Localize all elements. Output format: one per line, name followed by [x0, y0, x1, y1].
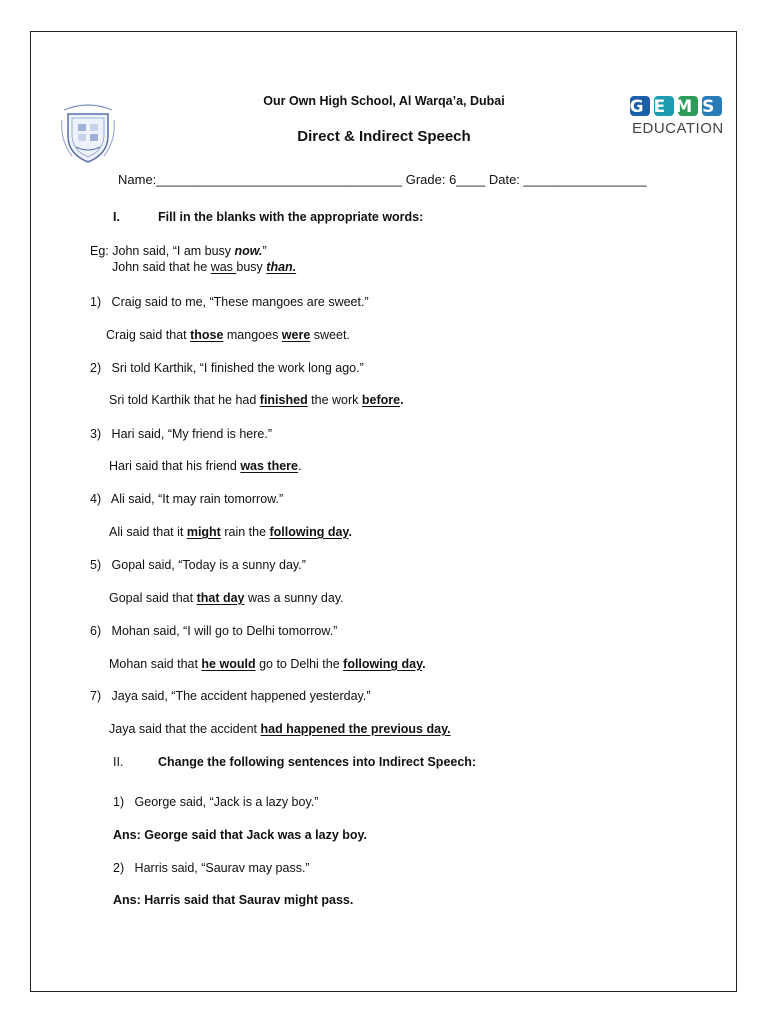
example-direct-emphasis: now.	[234, 244, 263, 258]
question-7	[90, 688, 371, 704]
name-grade-date-line: Name:__________________________________ Grade: 6____ Date: _________________	[118, 172, 647, 187]
question-number: 3)	[90, 427, 102, 441]
question-direct: Hari said, “My friend is here.”	[111, 427, 273, 441]
section-2-question-2	[113, 860, 310, 876]
answer-blank: that day	[196, 591, 245, 605]
answer-text: go to Delhi the	[255, 657, 344, 671]
answer-text: Sri told Karthik that he had	[109, 393, 260, 407]
example-direct-text: John said, “I am busy	[112, 244, 235, 258]
example-answer-1: was	[210, 260, 237, 274]
answer-text: Jaya said that the accident	[109, 722, 261, 736]
question-1	[90, 294, 369, 310]
answer-blank: might	[186, 525, 221, 539]
question-2	[90, 360, 364, 376]
section-1-heading: Fill in the blanks with the appropriate words:	[158, 210, 424, 224]
answer-text: Hari said that his friend	[109, 459, 241, 473]
answer-blank: were	[281, 328, 311, 342]
answer-blank: was there	[240, 459, 298, 473]
question-number: 1)	[90, 295, 102, 309]
example-indirect-mid: busy	[236, 260, 267, 274]
question-direct: Jaya said, “The accident happened yesterday.”	[111, 689, 371, 703]
answer-6	[109, 656, 426, 672]
question-number: 7)	[90, 689, 102, 703]
question-direct: Gopal said, “Today is a sunny day.”	[111, 558, 306, 572]
answer-1	[106, 327, 350, 343]
answer-5	[109, 590, 344, 606]
gems-wordmark-text: GEMS	[630, 97, 724, 117]
question-5	[90, 557, 306, 573]
question-number: 2)	[90, 361, 102, 375]
answer-text: .	[348, 525, 352, 539]
question-number: 5)	[90, 558, 102, 572]
answer-blank: following day	[343, 657, 423, 671]
answer-4	[109, 524, 352, 540]
school-name: Our Own High School, Al Warqa’a, Dubai	[263, 94, 505, 108]
answer-text: .	[422, 657, 426, 671]
question-number: 6)	[90, 624, 102, 638]
question-4	[90, 491, 283, 507]
question-number: 4)	[90, 492, 102, 506]
question-number: 1)	[113, 795, 125, 809]
question-direct: George said, “Jack is a lazy boy.”	[134, 795, 319, 809]
answer-7	[109, 721, 451, 737]
question-direct: Sri told Karthik, “I finished the work long ago.”	[111, 361, 364, 375]
answer-text: .	[297, 459, 302, 473]
example-direct-close: ”	[262, 244, 267, 258]
example-indirect	[112, 259, 296, 275]
answer-text: Craig said that	[106, 328, 191, 342]
answer-text: .	[400, 393, 404, 407]
question-direct: Harris said, “Saurav may pass.”	[134, 861, 310, 875]
answer-blank: had happened the previous day.	[260, 722, 451, 736]
question-3	[90, 426, 272, 442]
section-2-question-1	[113, 794, 318, 810]
section-2-answer-1: Ans: George said that Jack was a lazy boy.	[113, 828, 368, 842]
question-direct: Ali said, “It may rain tomorrow.”	[110, 492, 284, 506]
example-label: Eg:	[90, 244, 109, 258]
answer-2	[109, 392, 404, 408]
answer-blank: those	[190, 328, 224, 342]
gems-subtitle: EDUCATION	[632, 120, 724, 137]
answer-text: mangoes	[223, 328, 282, 342]
answer-text: Gopal said that	[109, 591, 197, 605]
answer-blank: finished	[259, 393, 308, 407]
document-title: Direct & Indirect Speech	[297, 128, 471, 145]
answer-text: Ali said that it	[109, 525, 187, 539]
question-direct: Craig said to me, “These mangoes are sweet.”	[111, 295, 369, 309]
section-2-heading: Change the following sentences into Indirect Speech:	[158, 755, 477, 769]
answer-blank: he would	[201, 657, 256, 671]
answer-text: was a sunny day.	[244, 591, 344, 605]
answer-text: sweet.	[310, 328, 350, 342]
answer-text: rain the	[220, 525, 270, 539]
section-2-answer-2: Ans: Harris said that Saurav might pass.	[113, 893, 354, 907]
answer-blank: before	[361, 393, 401, 407]
answer-text: the work	[307, 393, 362, 407]
question-number: 2)	[113, 861, 125, 875]
section-1-numeral: I.	[113, 210, 120, 224]
example-answer-2: than.	[266, 260, 297, 274]
answer-3	[109, 458, 301, 474]
question-direct: Mohan said, “I will go to Delhi tomorrow.”	[111, 624, 338, 638]
question-6	[90, 623, 337, 639]
answer-text: Mohan said that	[109, 657, 202, 671]
section-2-numeral: II.	[113, 755, 124, 769]
example-indirect-text: John said that he	[112, 260, 211, 274]
example-direct	[90, 243, 267, 259]
answer-blank: following day	[269, 525, 349, 539]
